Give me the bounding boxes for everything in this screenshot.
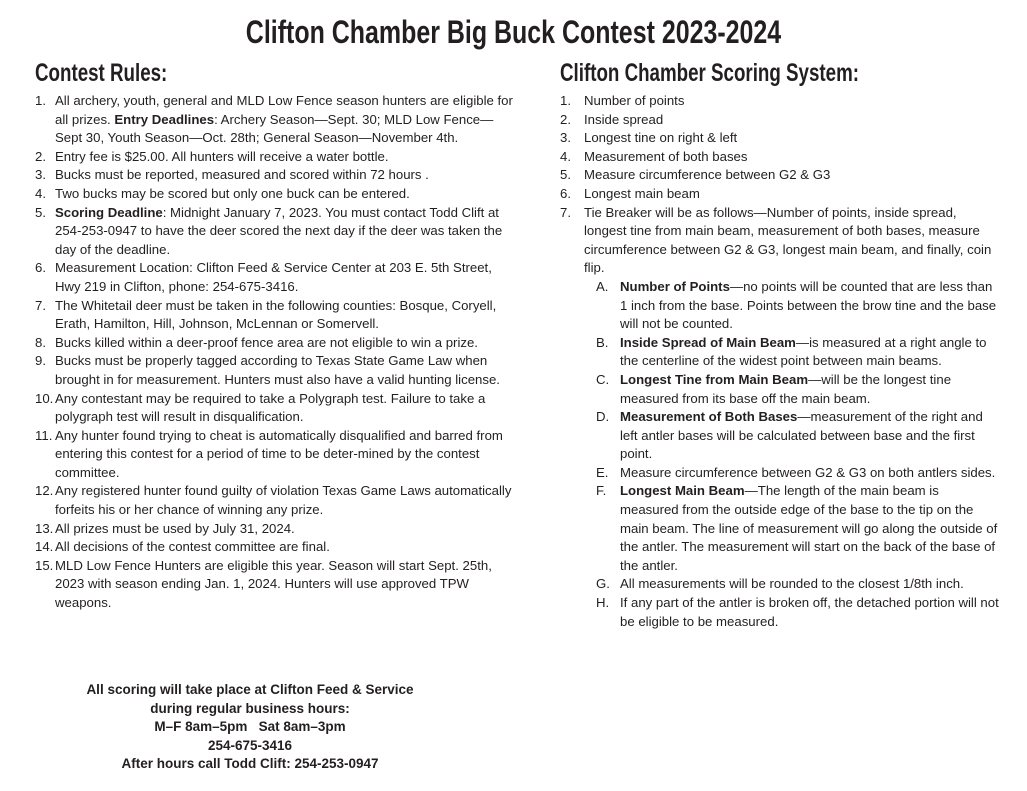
scoring-system-heading: Clifton Chamber Scoring System: <box>560 59 860 87</box>
footer-line: during regular business hours: <box>150 700 350 716</box>
rule-number: 4. <box>35 185 46 201</box>
rule-item <box>35 166 515 185</box>
tie-breaker-letter: A. <box>596 278 609 294</box>
rule-item <box>35 204 515 260</box>
tie-breaker-text: —no points will be counted that are less than 1 inch from the base. Points between the brow tine and the base will not be counted. <box>620 278 997 332</box>
tie-breaker-details <box>584 278 1000 631</box>
rule-text: Two bucks may be scored but only one buck can be entered. <box>55 185 410 201</box>
rule-text: Measurement Location: Clifton Feed & Service Center at 203 E. 5th Street, Hwy 219 in Clifton, phone: 254-675-3416. <box>55 260 492 294</box>
rule-item <box>35 92 515 148</box>
contest-rules-list <box>35 92 515 613</box>
rule-item <box>35 482 515 519</box>
tie-breaker-letter: E. <box>596 464 609 480</box>
tie-breaker-text: —is measured at a right angle to the centerline of the widest point between main beams. <box>620 334 987 369</box>
rule-text: Any registered hunter found guilty of violation Texas Game Laws automatically forfeits his or her chance of winning any prize. <box>55 483 512 518</box>
rule-number: 11. <box>35 427 53 443</box>
tie-breaker-bold: Number of Points <box>620 278 730 294</box>
rule-item <box>35 427 515 483</box>
rule-item <box>35 557 515 613</box>
scoring-item <box>560 111 1000 130</box>
rule-item <box>35 185 515 204</box>
tie-breaker-letter: F. <box>596 483 607 499</box>
rule-text-cont: : Archery Season—Sept. 30; MLD Low Fence—Sept 30, Youth Season—Oct. 28th; General Season—November 4th. <box>55 111 494 146</box>
rule-text: The Whitetail deer must be taken in the following counties: Bosque, Coryell, Erath, Hamilton, Hill, Johnson, McLennan or Somervell. <box>55 297 497 332</box>
scoring-text: Longest main beam <box>584 185 700 201</box>
tie-breaker-bold: Inside Spread of Main Beam <box>620 334 796 350</box>
rule-text-cont: : Midnight January 7, 2023. You must contact Todd Clift at 254-253-0947 to have the deer scored the next day if the deer was taken the day of the deadline. <box>55 204 503 257</box>
rule-item <box>35 259 515 296</box>
rule-number: 14. <box>35 539 54 555</box>
tie-breaker-item <box>596 278 1000 334</box>
rule-text: MLD Low Fence Hunters are eligible this year. Season will start Sept. 25th, 2023 with season ending Jan. 1, 2024. Hunters will use approved TPW weapons. <box>55 557 492 611</box>
tie-breaker-item <box>596 408 1000 464</box>
rule-number: 5. <box>35 204 46 220</box>
scoring-number: 1. <box>560 93 571 108</box>
scoring-number: 5. <box>560 167 571 183</box>
page-title: Clifton Chamber Big Buck Contest 2023-2024 <box>245 14 782 50</box>
rule-text: All prizes must be used by July 31, 2024. <box>55 520 295 536</box>
tie-breaker-text: All measurements will be rounded to the closest 1/8th inch. <box>620 576 964 592</box>
contest-rules-heading: Contest Rules: <box>35 59 168 87</box>
rule-text: Bucks must be reported, measured and scored within 72 hours . <box>55 167 429 183</box>
rule-text: Entry fee is $25.00. All hunters will receive a water bottle. <box>55 148 389 164</box>
tie-breaker-letter: G. <box>596 576 610 592</box>
rule-number: 3. <box>35 167 46 183</box>
tie-breaker-bold: Longest Main Beam <box>620 483 745 499</box>
rule-number: 12. <box>35 483 54 499</box>
tie-breaker-item <box>596 334 1000 371</box>
tie-breaker-text: —The length of the main beam is measured from the outside edge of the base to the tip on the main beam. The line of measurement will go along the outside of the antler. The measurement will start on the back of the base of the antler. <box>620 483 998 573</box>
tie-breaker-text: Measure circumference between G2 & G3 on both antlers sides. <box>620 464 996 480</box>
rule-item <box>35 390 515 427</box>
tie-breaker-letter: H. <box>596 595 610 611</box>
rule-item <box>35 352 515 389</box>
scoring-system-list <box>560 92 1000 631</box>
scoring-text: Tie Breaker will be as follows—Number of points, inside spread, longest tine from main beam, measurement of both bases, measure circumference between G2 & G3, longest main beam, and finally, coin flip. <box>584 204 992 276</box>
tie-breaker-item <box>596 594 1000 631</box>
rule-item <box>35 148 515 167</box>
footer-line: After hours call Todd Clift: 254-253-0947 <box>121 756 379 772</box>
scoring-number: 2. <box>560 111 571 127</box>
rule-number: 8. <box>35 334 46 350</box>
scoring-text: Inside spread <box>584 111 664 127</box>
rule-text: Bucks must be properly tagged according to Texas State Game Law when brought in for measurement. Hunters must also have a valid hunting license. <box>55 353 500 387</box>
scoring-number: 3. <box>560 130 571 146</box>
scoring-number: 7. <box>560 204 571 220</box>
rule-text: Any contestant may be required to take a Polygraph test. Failure to take a polygraph test will result in disqualification. <box>55 390 486 425</box>
scoring-text: Measure circumference between G2 & G3 <box>584 167 831 183</box>
rule-text: Bucks killed within a deer-proof fence area are not eligible to win a prize. <box>55 334 478 350</box>
tie-breaker-item <box>596 371 1000 408</box>
rule-text: Any hunter found trying to cheat is automatically disqualified and barred from entering this contest for a period of time to be deter-mined by the contest committee. <box>55 427 503 480</box>
tie-breaker-letter: B. <box>596 334 609 350</box>
tie-breaker-item <box>596 575 1000 594</box>
scoring-text: Longest tine on right & left <box>584 130 738 146</box>
rule-text: All archery, youth, general and MLD Low Fence season hunters are eligible for all prizes. <box>55 93 513 127</box>
scoring-system-section <box>560 58 1000 631</box>
tie-breaker-text: —will be the longest tine measured from its base off the main beam. <box>620 371 952 406</box>
rule-number: 1. <box>35 93 46 108</box>
scoring-item <box>560 204 1000 632</box>
tie-breaker-text: If any part of the antler is broken off, the detached portion will not be eligible to be measured. <box>620 595 999 629</box>
rule-bold-text: Entry Deadlines <box>114 111 215 127</box>
scoring-number: 6. <box>560 185 571 201</box>
tie-breaker-bold: Longest Tine from Main Beam <box>620 371 809 387</box>
rule-item <box>35 297 515 334</box>
contest-rules-section <box>35 58 515 613</box>
scoring-text: Number of points <box>584 93 685 108</box>
rule-text: All decisions of the contest committee are final. <box>55 539 330 555</box>
scoring-info-footer <box>60 681 440 774</box>
tie-breaker-text: —measurement of the right and left antler bases will be calculated between base and the first point. <box>620 409 983 462</box>
scoring-text: Measurement of both bases <box>584 148 748 164</box>
tie-breaker-letter: D. <box>596 409 610 425</box>
rule-number: 15. <box>35 557 54 573</box>
scoring-item <box>560 166 1000 185</box>
footer-line: 254-675-3416 <box>207 737 293 753</box>
tie-breaker-item <box>596 482 1000 575</box>
tie-breaker-item <box>596 464 1000 483</box>
rule-number: 13. <box>35 520 54 536</box>
rule-bold-text: Scoring Deadline <box>55 204 163 220</box>
footer-line: M–F 8am–5pm Sat 8am–3pm <box>154 719 346 735</box>
rule-number: 2. <box>35 148 46 164</box>
scoring-item <box>560 185 1000 204</box>
rule-number: 10. <box>35 390 54 406</box>
rule-item <box>35 334 515 353</box>
rule-number: 6. <box>35 260 46 276</box>
scoring-item <box>560 92 1000 111</box>
rule-number: 7. <box>35 297 46 313</box>
rule-item <box>35 538 515 557</box>
scoring-item <box>560 129 1000 148</box>
scoring-number: 4. <box>560 148 571 164</box>
rule-number: 9. <box>35 353 46 369</box>
scoring-item <box>560 148 1000 167</box>
footer-line: All scoring will take place at Clifton Feed & Service <box>86 682 414 697</box>
tie-breaker-bold: Measurement of Both Bases <box>620 409 798 425</box>
tie-breaker-letter: C. <box>596 371 610 387</box>
rule-item <box>35 520 515 539</box>
